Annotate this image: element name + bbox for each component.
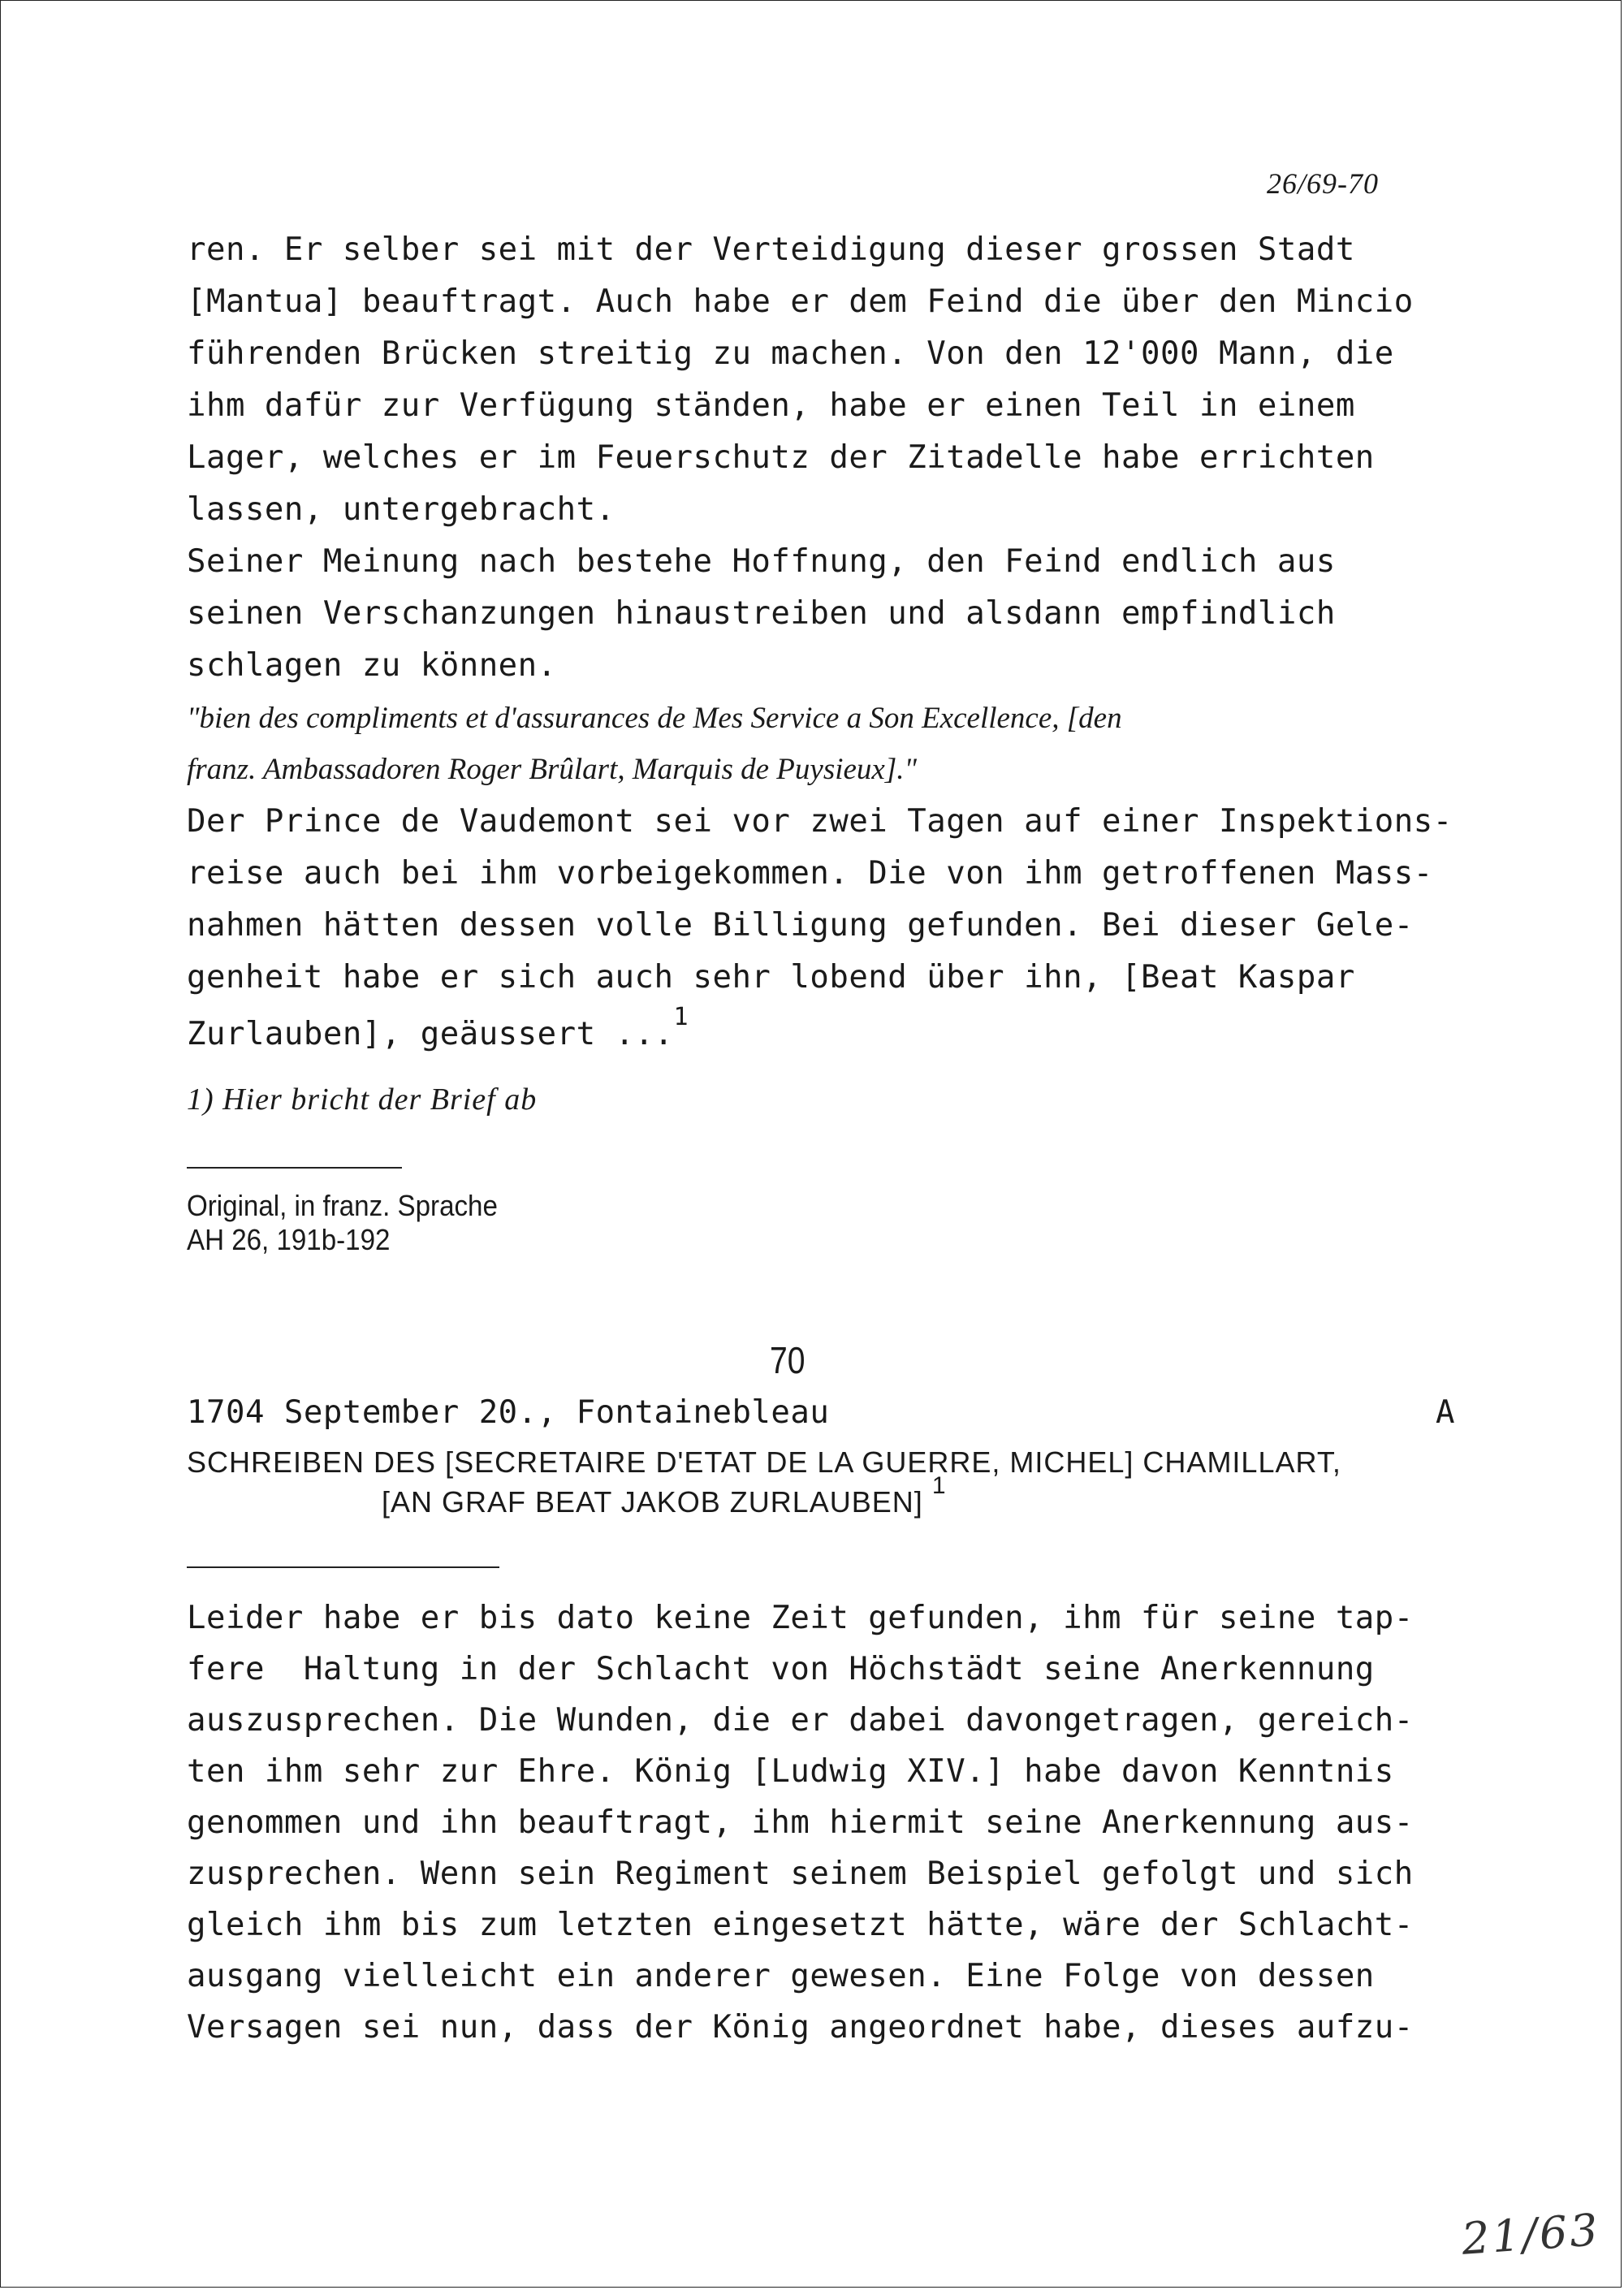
body-line: reise auch bei ihm vorbeigekommen. Die von ihm getroffenen Mass-	[187, 855, 1433, 892]
heading-line	[382, 1472, 947, 1519]
body-line: Der Prince de Vaudemont sei vor zwei Tagen auf einer Inspektions-	[187, 803, 1453, 840]
body-line: zusprechen. Wenn sein Regiment seinem Beispiel gefolgt und sich	[187, 1856, 1414, 1892]
document-reference: 26/69-70	[1267, 167, 1379, 200]
body-line: lassen, untergebracht.	[187, 491, 615, 528]
body-line: führenden Brücken streitig zu machen. Von den 12'000 Mann, die	[187, 335, 1394, 372]
body-line: ausgang vielleicht ein anderer gewesen. Eine Folge von dessen	[187, 1958, 1375, 1994]
heading-line: SCHREIBEN DES [SECRETAIRE D'ETAT DE LA GUERRE, MICHEL] CHAMILLART,	[187, 1445, 1341, 1479]
source-text: Original, in franz. Sprache	[187, 1189, 498, 1222]
body-line: ihm dafür zur Verfügung ständen, habe er einen Teil in einem	[187, 387, 1355, 424]
source-divider	[187, 1167, 402, 1169]
body-line: Seiner Meinung nach bestehe Hoffnung, den Feind endlich aus	[187, 543, 1336, 580]
body-line: ten ihm sehr zur Ehre. König [Ludwig XIV.] habe davon Kenntnis	[187, 1753, 1394, 1790]
source-line	[187, 1220, 408, 1258]
source-line	[187, 1186, 525, 1224]
body-line-last	[187, 1003, 689, 1052]
heading-divider	[187, 1566, 499, 1568]
category-letter: A	[1436, 1394, 1455, 1431]
body-line: genommen und ihn beauftragt, ihm hiermit seine Anerkennung aus-	[187, 1804, 1414, 1841]
handwritten-page-number: 21/63	[1460, 2204, 1602, 2265]
letter-number: 70	[770, 1339, 806, 1381]
body-line: genheit habe er sich auch sehr lobend über ihn, [Beat Kaspar	[187, 959, 1355, 996]
heading-text: [AN GRAF BEAT JAKOB ZURLAUBEN]	[382, 1485, 923, 1519]
body-line: schlagen zu können.	[187, 647, 557, 684]
body-line: [Mantua] beauftragt. Auch habe er dem Feind die über den Mincio	[187, 283, 1414, 320]
body-line: auszusprechen. Die Wunden, die er dabei davongetragen, gereich-	[187, 1702, 1414, 1739]
body-line: seinen Verschanzungen hinaustreiben und alsdann empfindlich	[187, 595, 1336, 632]
body-line: nahmen hätten dessen volle Billigung gefunden. Bei dieser Gele-	[187, 907, 1414, 944]
body-line: fere Haltung in der Schlacht von Höchstädt seine Anerkennung	[187, 1651, 1375, 1687]
date-place: 1704 September 20., Fontainebleau	[187, 1394, 830, 1431]
french-quote-line: franz. Ambassadoren Roger Brûlart, Marquis de Puysieux]."	[187, 753, 918, 786]
body-line: gleich ihm bis zum letzten eingesetzt hätte, wäre der Schlacht-	[187, 1907, 1414, 1943]
body-line: Lager, welches er im Feuerschutz der Zitadelle habe errichten	[187, 439, 1375, 476]
footnote-marker: 1	[673, 1003, 689, 1031]
source-text: AH 26, 191b-192	[187, 1223, 391, 1256]
footnote: 1) Hier bricht der Brief ab	[187, 1082, 538, 1117]
body-line: Leider habe er bis dato keine Zeit gefunden, ihm für seine tap-	[187, 1600, 1414, 1636]
body-line-text: Zurlauben], geäussert ...	[187, 1016, 674, 1052]
body-line: Versagen sei nun, dass der König angeordnet habe, dieses aufzu-	[187, 2009, 1414, 2046]
body-line: ren. Er selber sei mit der Verteidigung dieser grossen Stadt	[187, 231, 1355, 268]
french-quote-line: "bien des compliments et d'assurances de Mes Service a Son Excellence, [den	[187, 702, 1122, 735]
heading-footnote-marker: 1	[931, 1472, 947, 1499]
